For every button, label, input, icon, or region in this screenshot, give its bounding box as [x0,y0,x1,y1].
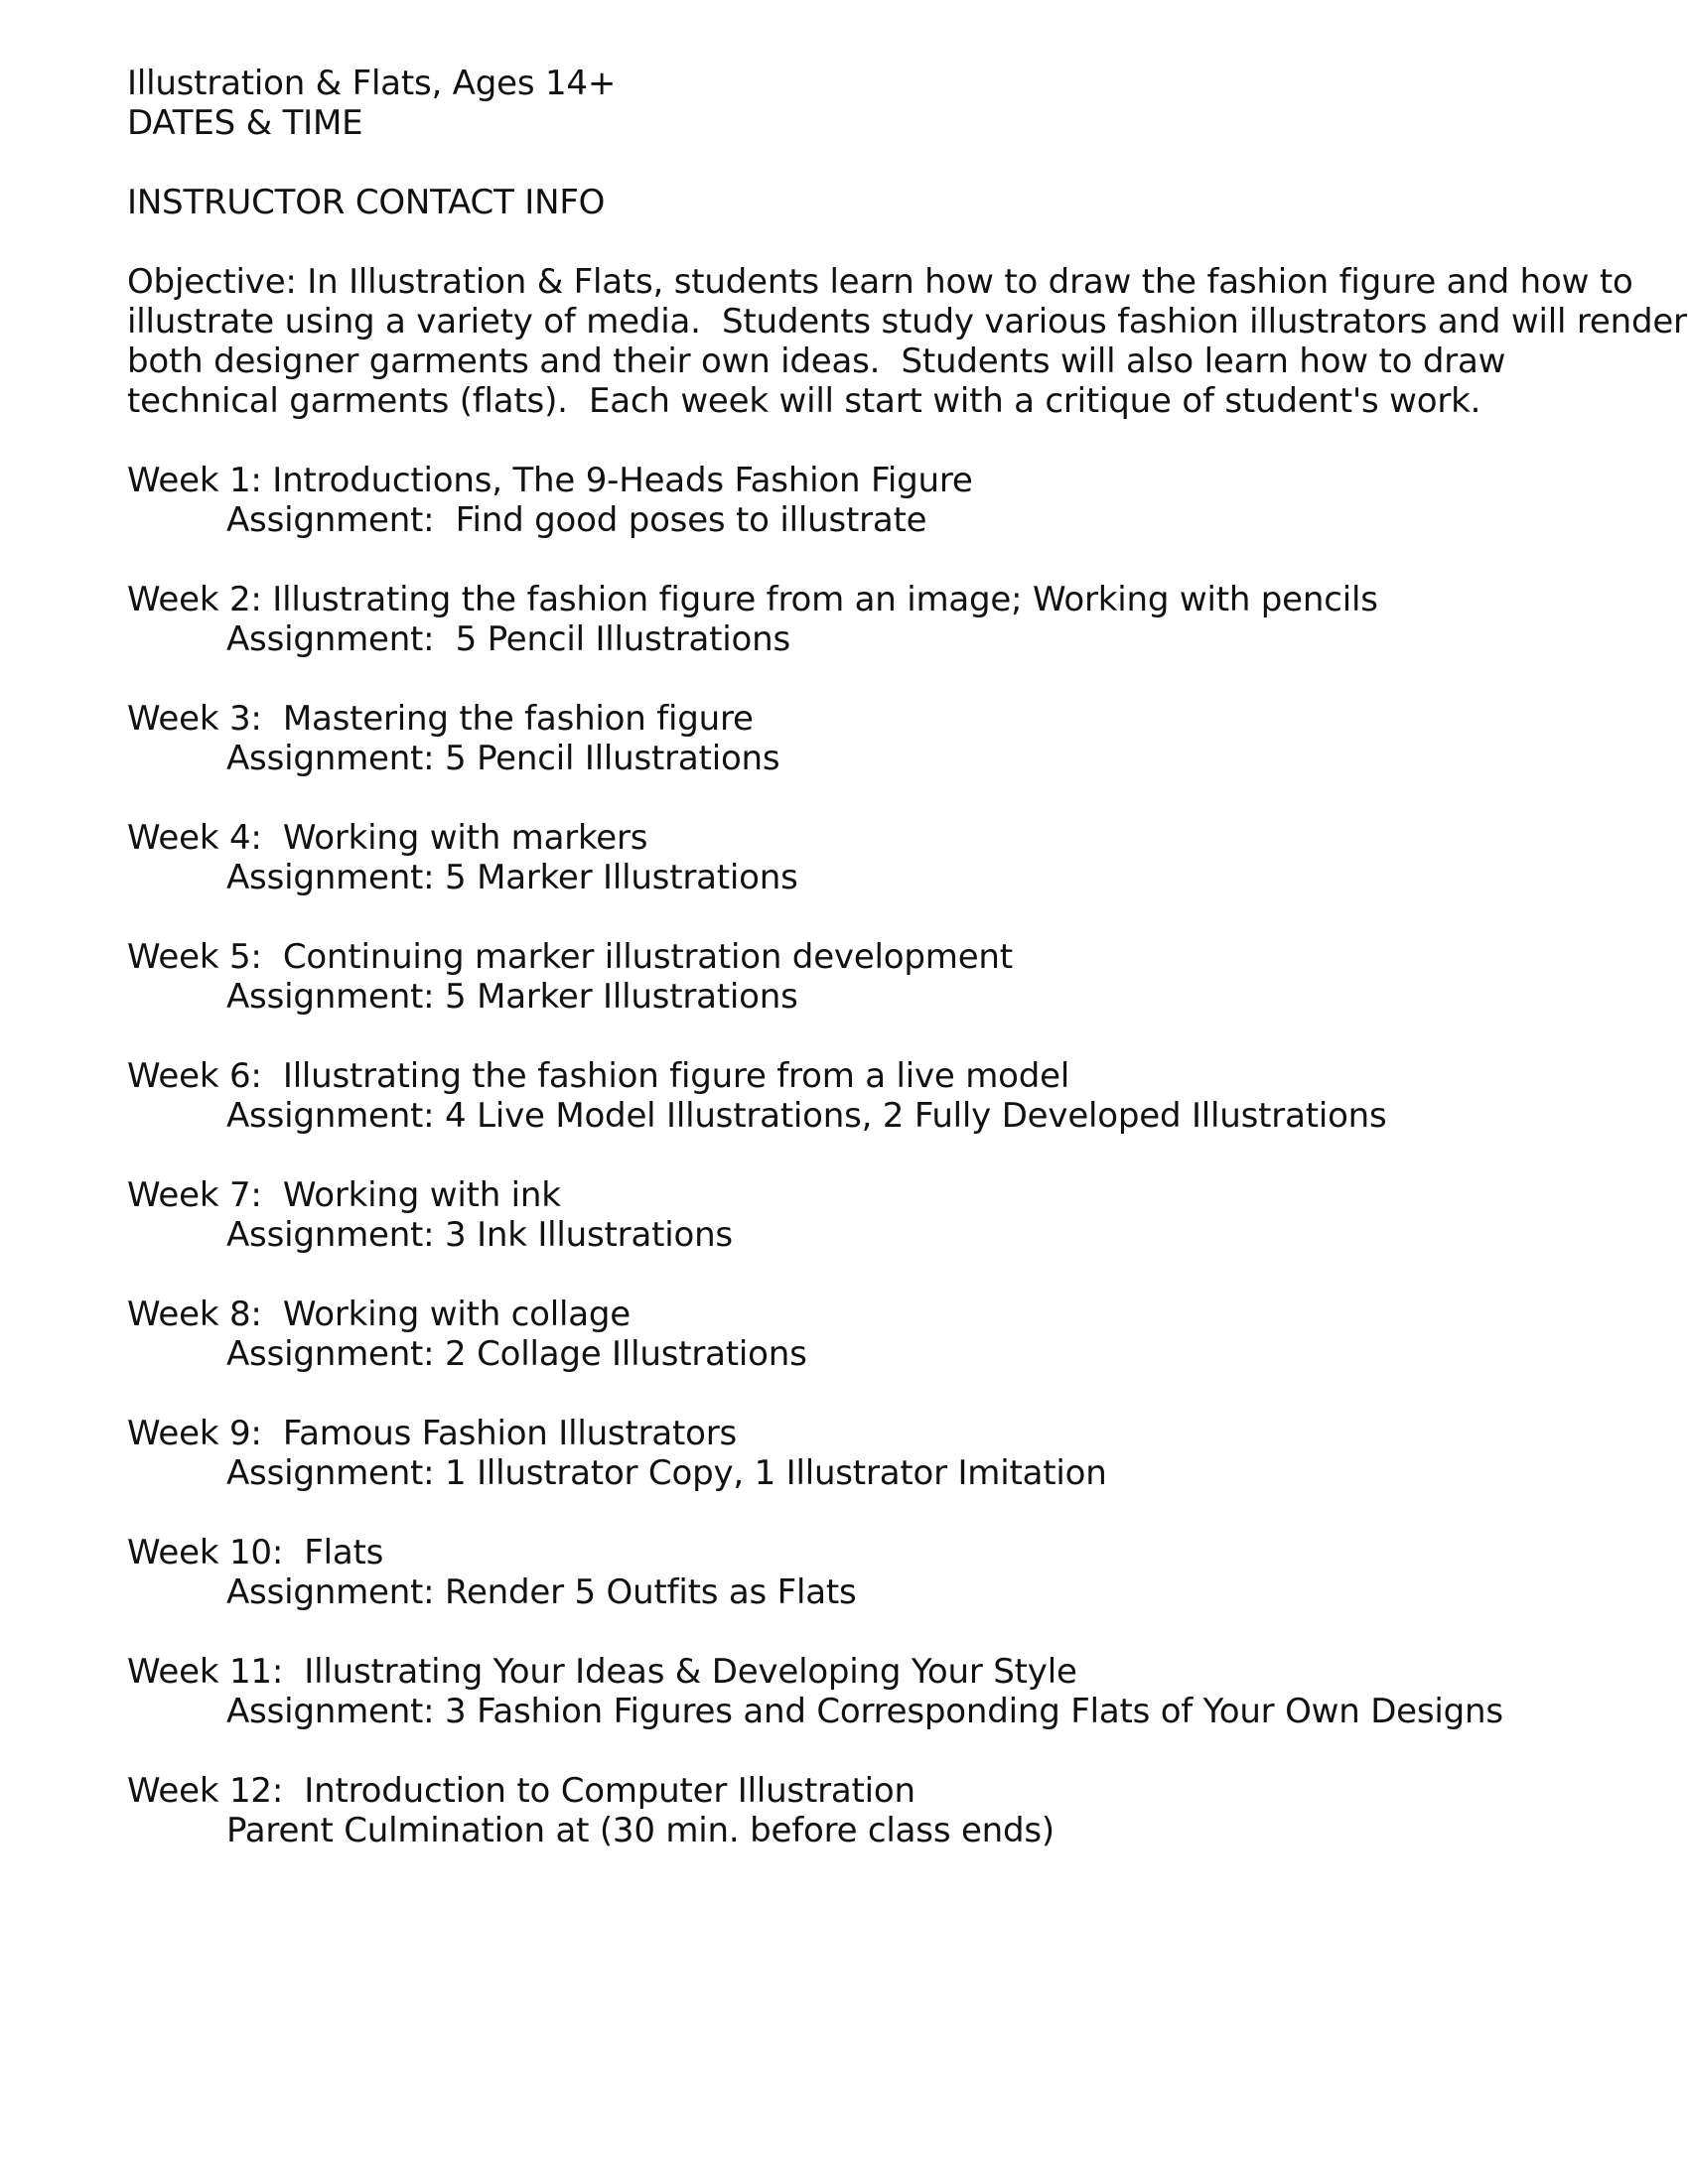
week-8 [127,1295,1577,1374]
week-1 [127,461,1577,540]
instructor-contact: INSTRUCTOR CONTACT INFO [127,183,606,222]
objective-line: both designer garments and their own ideas. Students will also learn how to draw [127,341,1506,381]
spacer [127,143,1577,183]
spacer [127,1136,1577,1175]
week-title: Week 11: Illustrating Your Ideas & Developing Your Style [127,1652,1077,1692]
spacer [127,540,1577,580]
spacer [127,1612,1577,1652]
week-assignment: Assignment: Render 5 Outfits as Flats [226,1572,857,1612]
objective-line: illustrate using a variety of media. Students study various fashion illustrators and will render [127,302,1687,341]
week-2 [127,580,1577,659]
week-assignment: Assignment: 5 Marker Illustrations [226,858,798,897]
week-title: Week 2: Illustrating the fashion figure from an image; Working with pencils [127,580,1378,619]
week-11 [127,1652,1577,1731]
spacer [127,421,1577,461]
spacer [127,1493,1577,1533]
objective-paragraph [127,262,1687,421]
week-title: Week 9: Famous Fashion Illustrators [127,1414,738,1453]
week-12 [127,1771,1577,1850]
course-title: Illustration & Flats, Ages 14+ [127,64,617,103]
objective-line: technical garments (flats). Each week will start with a critique of student's work. [127,381,1481,421]
week-7 [127,1175,1577,1255]
document-page [127,64,1687,1850]
week-10 [127,1533,1577,1612]
spacer [127,1255,1577,1295]
week-title: Week 1: Introductions, The 9-Heads Fashion Figure [127,461,973,500]
spacer [127,1731,1577,1771]
week-title: Week 5: Continuing marker illustration development [127,937,1013,977]
week-title: Week 7: Working with ink [127,1175,561,1215]
week-3 [127,699,1577,778]
week-assignment: Assignment: 3 Ink Illustrations [226,1215,733,1255]
spacer [127,778,1577,818]
week-6 [127,1056,1577,1136]
week-title: Week 12: Introduction to Computer Illustration [127,1771,915,1811]
week-title: Week 3: Mastering the fashion figure [127,699,754,739]
week-title: Week 4: Working with markers [127,818,648,858]
week-assignment: Assignment: 1 Illustrator Copy, 1 Illustrator Imitation [226,1453,1107,1493]
week-5 [127,937,1577,1017]
spacer [127,222,1577,262]
week-title: Week 10: Flats [127,1533,384,1572]
week-title: Week 6: Illustrating the fashion figure from a live model [127,1056,1070,1096]
week-4 [127,818,1577,897]
week-assignment: Assignment: 4 Live Model Illustrations, 2 Fully Developed Illustrations [226,1096,1387,1136]
dates-time: DATES & TIME [127,103,363,143]
week-assignment: Assignment: 3 Fashion Figures and Corresponding Flats of Your Own Designs [226,1692,1503,1731]
week-9 [127,1414,1577,1493]
week-assignment: Assignment: 5 Pencil Illustrations [226,739,780,778]
spacer [127,659,1577,699]
week-assignment: Assignment: 5 Pencil Illustrations [226,619,791,659]
week-title: Week 8: Working with collage [127,1295,632,1334]
spacer [127,1374,1577,1414]
week-assignment: Assignment: 5 Marker Illustrations [226,977,798,1017]
spacer [127,897,1577,937]
objective-line: Objective: In Illustration & Flats, students learn how to draw the fashion figure and how to [127,262,1633,302]
spacer [127,1017,1577,1056]
week-assignment: Assignment: 2 Collage Illustrations [226,1334,807,1374]
week-assignment: Assignment: Find good poses to illustrate [226,500,927,540]
week-assignment: Parent Culmination at (30 min. before class ends) [226,1811,1055,1850]
